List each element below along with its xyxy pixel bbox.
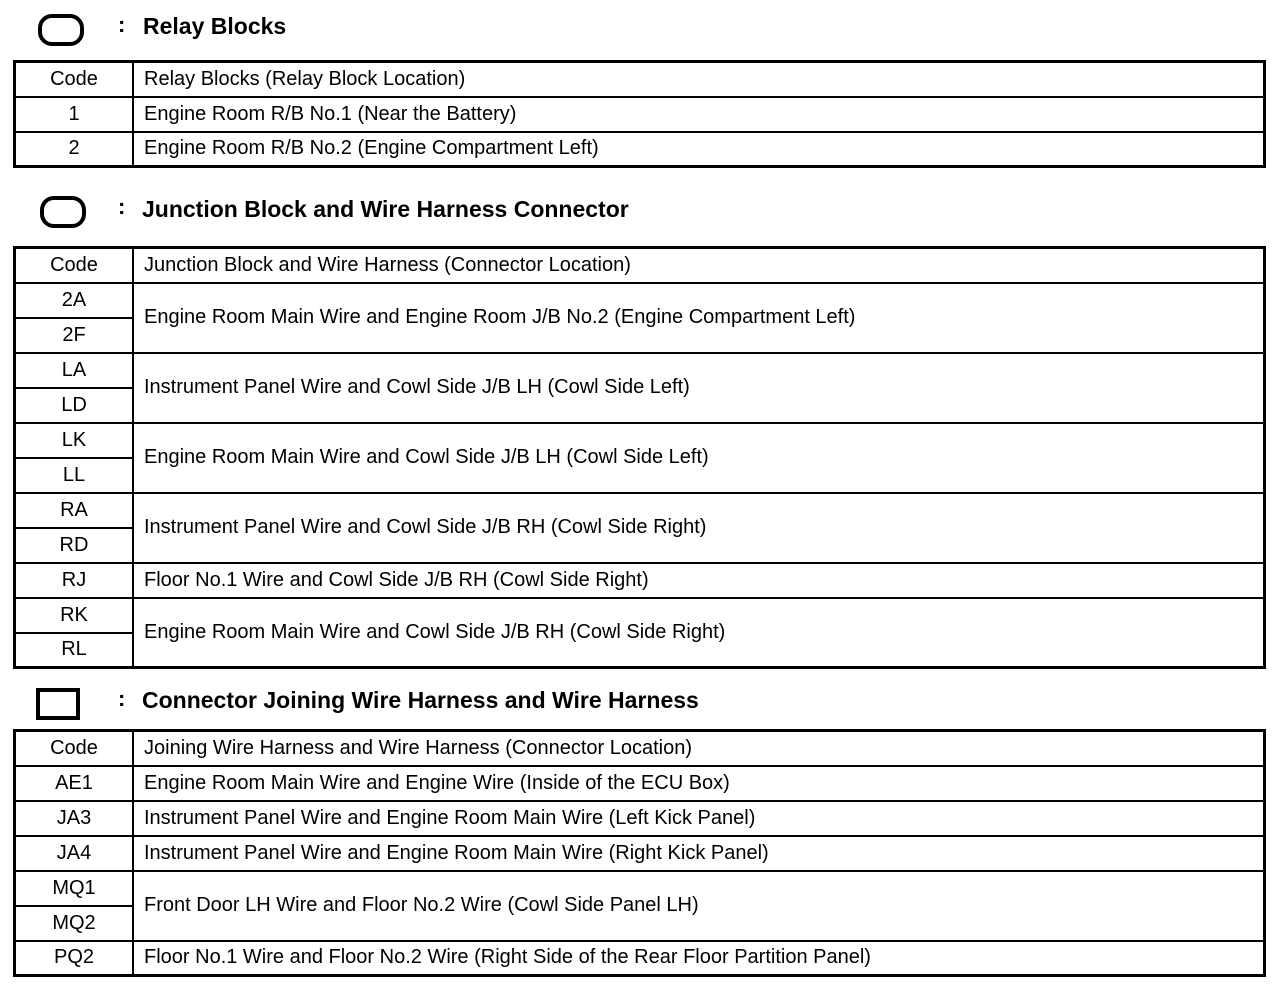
- relay-blocks-table: [13, 60, 1266, 168]
- table-row: [15, 423, 1265, 458]
- description-cell: Front Door LH Wire and Floor No.2 Wire (Cowl Side Panel LH): [133, 871, 1265, 941]
- description-cell: Engine Room R/B No.2 (Engine Compartment Left): [133, 132, 1265, 167]
- junction-block-table: [13, 246, 1266, 669]
- code-header: Code: [15, 731, 134, 766]
- code-cell: LD: [15, 388, 134, 423]
- heading-colon: :: [118, 194, 126, 219]
- code-cell: PQ2: [15, 941, 134, 976]
- code-cell: RA: [15, 493, 134, 528]
- code-cell: JA3: [15, 801, 134, 836]
- section-title: Junction Block and Wire Harness Connector: [142, 196, 629, 222]
- table-header-row: [15, 248, 1265, 283]
- table-row: [15, 563, 1265, 598]
- description-cell: Instrument Panel Wire and Engine Room Main Wire (Right Kick Panel): [133, 836, 1265, 871]
- code-header: Code: [15, 62, 134, 97]
- description-cell: Engine Room Main Wire and Cowl Side J/B LH (Cowl Side Left): [133, 423, 1265, 493]
- table-row: [15, 941, 1265, 976]
- rounded-rectangle-symbol-icon: [40, 196, 86, 228]
- table-row: [15, 283, 1265, 318]
- description-cell: Instrument Panel Wire and Cowl Side J/B RH (Cowl Side Right): [133, 493, 1265, 563]
- description-cell: Engine Room R/B No.1 (Near the Battery): [133, 97, 1265, 132]
- table-row: [15, 598, 1265, 633]
- code-cell: RD: [15, 528, 134, 563]
- code-cell: RJ: [15, 563, 134, 598]
- table-row: [15, 766, 1265, 801]
- table-row: [15, 132, 1265, 167]
- connector-joining-table: [13, 729, 1266, 977]
- table-row: [15, 801, 1265, 836]
- code-cell: LL: [15, 458, 134, 493]
- description-cell: Floor No.1 Wire and Floor No.2 Wire (Right Side of the Rear Floor Partition Panel): [133, 941, 1265, 976]
- table-row: [15, 97, 1265, 132]
- table-row: [15, 353, 1265, 388]
- table-row: [15, 836, 1265, 871]
- section-title: Connector Joining Wire Harness and Wire Harness: [142, 687, 699, 713]
- description-header: Junction Block and Wire Harness (Connector Location): [133, 248, 1265, 283]
- connector-joining-heading: [0, 684, 1280, 720]
- code-cell: 2A: [15, 283, 134, 318]
- code-cell: MQ2: [15, 906, 134, 941]
- code-cell: MQ1: [15, 871, 134, 906]
- table-header-row: [15, 731, 1265, 766]
- description-cell: Engine Room Main Wire and Cowl Side J/B RH (Cowl Side Right): [133, 598, 1265, 668]
- description-header: Joining Wire Harness and Wire Harness (Connector Location): [133, 731, 1265, 766]
- description-cell: Instrument Panel Wire and Engine Room Main Wire (Left Kick Panel): [133, 801, 1265, 836]
- table-header-row: [15, 62, 1265, 97]
- table-row: [15, 871, 1265, 906]
- relay-blocks-heading: [0, 10, 1280, 46]
- code-cell: RK: [15, 598, 134, 633]
- heading-colon: :: [118, 12, 126, 37]
- description-header: Relay Blocks (Relay Block Location): [133, 62, 1265, 97]
- description-cell: Engine Room Main Wire and Engine Room J/B No.2 (Engine Compartment Left): [133, 283, 1265, 353]
- code-cell: RL: [15, 633, 134, 668]
- junction-block-heading: [0, 192, 1280, 228]
- code-cell: 2: [15, 132, 134, 167]
- code-cell: AE1: [15, 766, 134, 801]
- code-cell: LA: [15, 353, 134, 388]
- code-cell: 1: [15, 97, 134, 132]
- code-cell: 2F: [15, 318, 134, 353]
- section-title: Relay Blocks: [143, 13, 287, 39]
- heading-colon: :: [118, 686, 126, 711]
- description-cell: Floor No.1 Wire and Cowl Side J/B RH (Cowl Side Right): [133, 563, 1265, 598]
- table-row: [15, 493, 1265, 528]
- rounded-rectangle-symbol-icon: [38, 14, 84, 46]
- code-cell: LK: [15, 423, 134, 458]
- code-cell: JA4: [15, 836, 134, 871]
- rectangle-symbol-icon: [36, 688, 80, 720]
- description-cell: Instrument Panel Wire and Cowl Side J/B LH (Cowl Side Left): [133, 353, 1265, 423]
- code-header: Code: [15, 248, 134, 283]
- description-cell: Engine Room Main Wire and Engine Wire (Inside of the ECU Box): [133, 766, 1265, 801]
